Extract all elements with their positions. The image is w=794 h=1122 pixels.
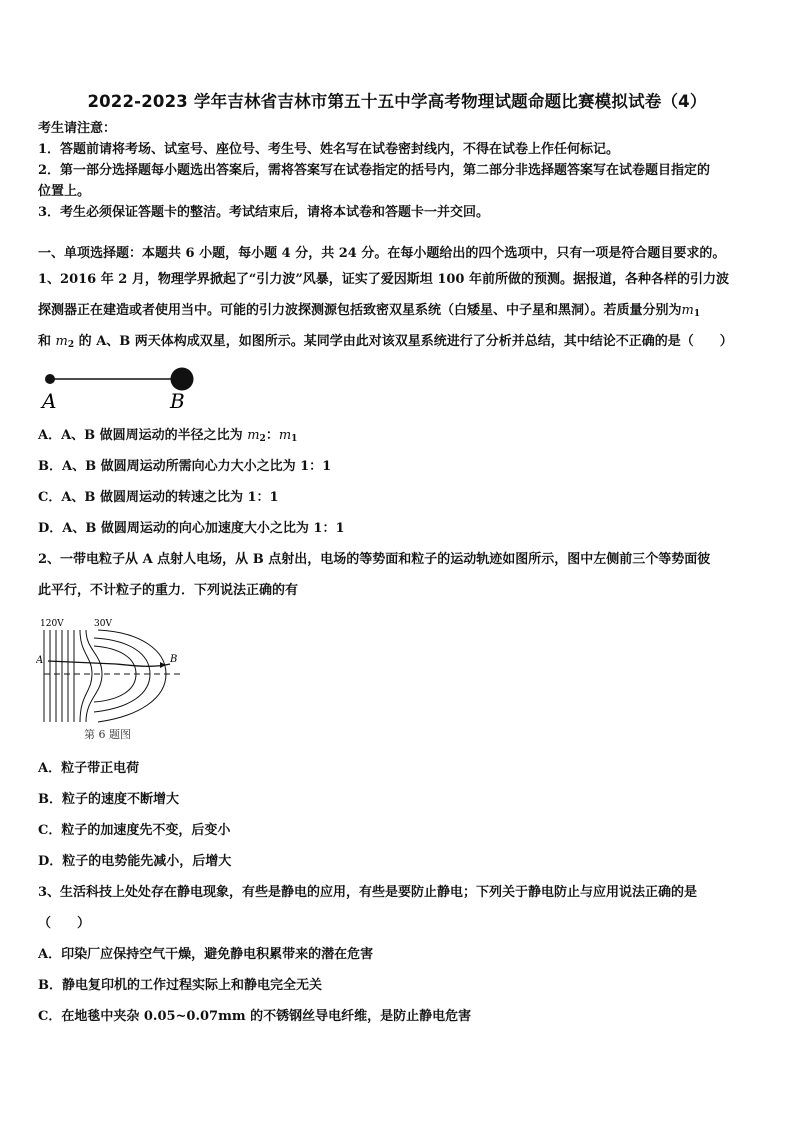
q3-option-a[interactable]: A．印染厂应保持空气干燥，避免静电积累带来的潜在危害 [38, 947, 374, 962]
q3-line-2: （ ） [38, 916, 91, 931]
q1-line-2-text: 探测器正在建造或者使用当中。可能的引力波探测源包括致密双星系统（白矮星、中子星和黑洞）。若质量分别为 [38, 303, 682, 318]
q2-option-b[interactable]: B．粒子的速度不断增大 [38, 792, 179, 807]
curved-equipotentials [80, 630, 166, 722]
q1-option-a-text: A．A、B 做圆周运动的半径之比为 [38, 428, 243, 443]
q1-line-2 [38, 302, 700, 323]
q1-option-b[interactable]: B．A、B 做圆周运动所需向心力大小之比为 1：1 [38, 459, 332, 474]
notice-item-2a: 2．第一部分选择题每小题选出答案后，需将答案写在试卷指定的括号内，第二部分非选择题答案写在试卷题目指定的 [38, 163, 711, 178]
particle-trajectory [48, 661, 170, 666]
q1-option-a-m1: m [278, 428, 292, 443]
label-30v: 30V [94, 619, 112, 629]
label-120v: 120V [40, 619, 64, 629]
q1-line-3-text: 的 A、B 两天体构成双星，如图所示。某同学由此对该双星系统进行了分析并总结，其中结论不正确的是（ ） [78, 334, 733, 349]
q1-option-a-m2: m [247, 428, 260, 443]
q2-line-1: 2、一带电粒子从 A 点射人电场，从 B 点射出，电场的等势面和粒子的运动轨迹如图所示，图中左侧前三个等势面彼 [38, 552, 711, 567]
q1-option-c[interactable]: C．A、B 做圆周运动的转速之比为 1：1 [38, 490, 279, 505]
q1-option-d[interactable]: D．A、B 做圆周运动的向心加速度大小之比为 1：1 [38, 521, 345, 536]
q1-symbol-sub: 1 [693, 309, 701, 319]
q1-line-3-prefix: 和 [38, 334, 52, 349]
q3-option-c[interactable]: C．在地毯中夹杂 0.05~0.07mm 的不锈钢丝导电纤维，是防止静电危害 [38, 1009, 472, 1024]
q1-symbol-m2-sub: 2 [67, 340, 75, 350]
q2-option-c[interactable]: C．粒子的加速度先不变，后变小 [38, 823, 231, 838]
q1-option-a[interactable] [38, 427, 297, 448]
star-a [45, 374, 55, 384]
notice-heading: 考生请注意： [38, 121, 117, 136]
equipotential-figure [36, 614, 196, 744]
q1-option-a-colon: ： [265, 428, 279, 443]
star-b [171, 368, 194, 391]
q3-line-1: 3、生活科技上处处存在静电现象，有些是静电的应用，有些是要防止静电；下列关于静电防止与应用说法正确的是 [38, 885, 698, 900]
figure-caption: 第 6 题图 [84, 728, 131, 741]
q1-line-3 [38, 333, 733, 354]
q2-line-2: 此平行，不计粒子的重力．下列说法正确的有 [38, 583, 299, 598]
q1-line-1: 1、2016 年 2 月，物理学界掀起了“引力波”风暴，证实了爱因斯坦 100 年前所做的预测。据报道，各种各样的引力波 [38, 272, 729, 287]
binary-star-diagram [38, 362, 208, 414]
q2-option-a[interactable]: A．粒子带正电荷 [38, 761, 140, 776]
label-point-b: B [170, 654, 178, 665]
notice-item-2b: 位置上。 [38, 184, 91, 199]
q2-option-d[interactable]: D．粒子的电势能先减小，后增大 [38, 854, 232, 869]
q1-option-a-m2-sub: 2 [259, 434, 266, 444]
label-point-a: A [36, 655, 44, 666]
notice-item-1: 1．答题前请将考场、试室号、座位号、考生号、姓名写在试卷密封线内，不得在试卷上作任何标记。 [38, 142, 620, 157]
q1-symbol-m2: m [55, 334, 68, 349]
section-heading: 一、单项选择题：本题共 6 小题，每小题 4 分，共 24 分。在每小题给出的四个选项中，只有一项是符合题目要求的。 [38, 246, 726, 261]
q1-symbol-m: m [681, 303, 694, 318]
page-title: 2022-2023 学年吉林省吉林市第五十五中学高考物理试题命题比赛模拟试卷（4） [87, 92, 707, 111]
label-b: B [170, 389, 185, 413]
label-a: A [42, 389, 57, 413]
notice-item-3: 3．考生必须保证答题卡的整洁。考试结束后，请将本试卷和答题卡一并交回。 [38, 205, 490, 220]
parallel-equipotentials [44, 630, 74, 722]
q3-option-b[interactable]: B．静电复印机的工作过程实际上和静电完全无关 [38, 978, 322, 993]
q1-option-a-m1-sub: 1 [291, 434, 298, 444]
